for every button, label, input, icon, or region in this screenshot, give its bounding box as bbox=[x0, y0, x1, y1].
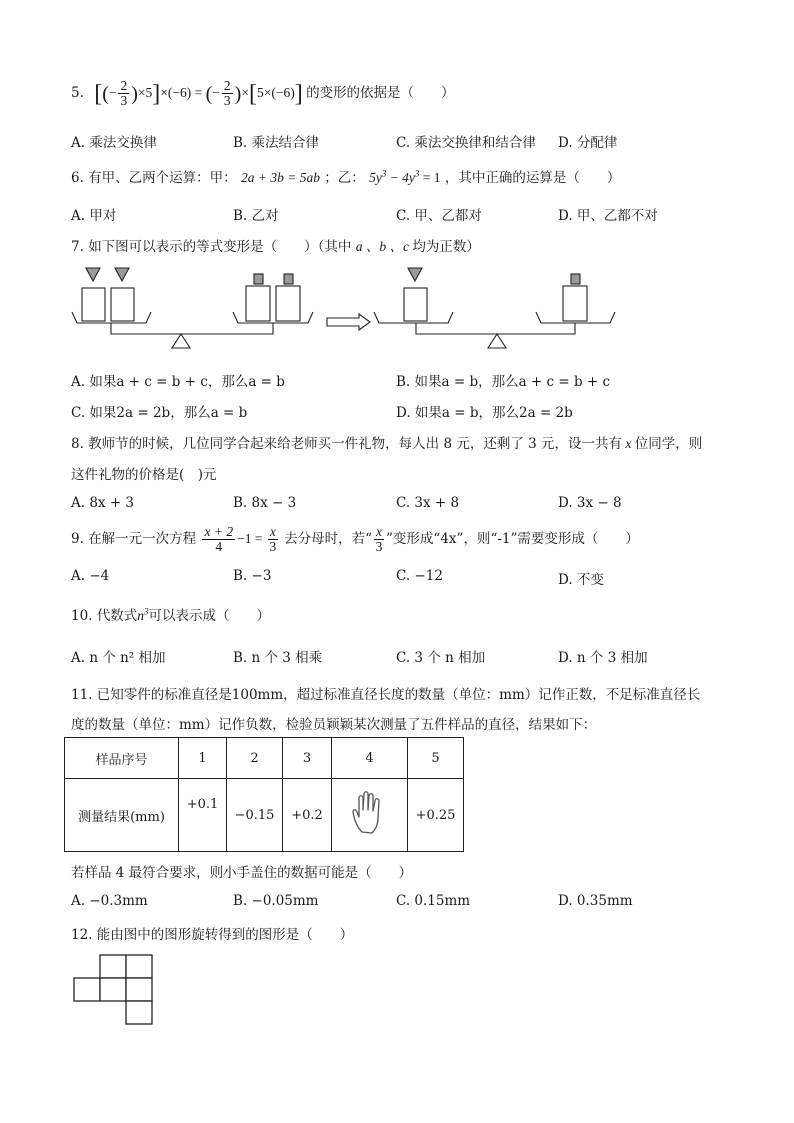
q9-fraction: $\frac{x}{3}$ bbox=[375, 524, 383, 555]
q11-option-d[interactable]: D. 0.35mm bbox=[558, 893, 633, 909]
q11-option-c[interactable]: C. 0.15mm bbox=[396, 893, 471, 909]
q6-stem bbox=[71, 166, 620, 186]
q6-option-c[interactable]: C. 甲、乙都对 bbox=[396, 208, 482, 224]
q6-option-b[interactable]: B. 乙对 bbox=[233, 208, 279, 224]
q11-option-b[interactable]: B. −0.05mm bbox=[233, 893, 319, 909]
q8-text1-tail: 位同学，则 bbox=[634, 436, 703, 452]
table-cell-value: +0.1 bbox=[179, 779, 227, 852]
q5-stem bbox=[71, 76, 455, 110]
q12-text: 能由图中的图形旋转得到的图形是（ ） bbox=[96, 927, 354, 943]
q7-number: 7. bbox=[71, 239, 84, 255]
q7-option-a[interactable]: A. 如果a + c = b + c，那么a = b bbox=[71, 374, 285, 390]
q11-results-table bbox=[64, 737, 464, 852]
q7-option-d[interactable]: D. 如果a = b，那么2a = 2b bbox=[396, 405, 573, 421]
table-cell-id: 5 bbox=[408, 738, 464, 779]
q7-option-b[interactable]: B. 如果a = b，那么a + c = b + c bbox=[396, 374, 611, 390]
q11-line2: 度的数量（单位：mm）记作负数，检验员颖颖某次测量了五件样品的直径，结果如下： bbox=[71, 717, 597, 733]
table-cell-id: 2 bbox=[227, 738, 283, 779]
table-cell-value: +0.2 bbox=[283, 779, 332, 852]
q12-stem bbox=[71, 923, 353, 943]
table-cell-id: 3 bbox=[283, 738, 332, 779]
q5-option-d[interactable]: D. 分配律 bbox=[558, 135, 618, 151]
table-cell-hidden bbox=[332, 779, 408, 852]
q5-number: 5. bbox=[71, 85, 84, 101]
q6-suffix: ，其中正确的运算是（ ） bbox=[444, 170, 621, 186]
q9-mid: 去分母时，若“ bbox=[284, 531, 373, 547]
q11-question: 若样品 4 最符合要求，则小手盖住的数据可能是（ ） bbox=[71, 865, 413, 881]
q8-option-a[interactable]: A. 8x + 3 bbox=[71, 495, 135, 511]
triangle-weight-icon bbox=[86, 268, 100, 281]
q11-number: 11. bbox=[71, 687, 93, 703]
q9-option-a[interactable]: A. −4 bbox=[71, 568, 110, 584]
q7-balance-diagram-after bbox=[368, 262, 618, 358]
q7-stem-a: 如下图可以表示的等式变形是（ ）（其中 bbox=[88, 239, 352, 255]
q6-prefix: 有甲、乙两个运算：甲： bbox=[88, 170, 237, 186]
table-header-label: 样品序号 bbox=[65, 738, 179, 779]
q11-line1 bbox=[71, 683, 700, 703]
table-row bbox=[65, 738, 464, 779]
q10-option-a[interactable]: A. n 个 n² 相加 bbox=[71, 650, 166, 666]
q8-line2: 这件礼物的价格是( )元 bbox=[71, 467, 217, 483]
hand-icon bbox=[350, 788, 390, 838]
q9-mid2: ”变形成“4x”，则“-1”需要变形成（ ） bbox=[386, 531, 639, 547]
q7-variables: a 、b 、c bbox=[355, 239, 413, 254]
q5-expression: [(− $\frac{2}{3}$ )×5]×(−6) = (− $\frac{2}{3}$ )×[5×(−6)] bbox=[94, 78, 303, 109]
q9-equation: $\frac{x + 2}{4}$ −1 = $\frac{x}{3}$ bbox=[204, 524, 277, 555]
q8-var-x: x bbox=[622, 436, 635, 451]
q8-text1: 教师节的时候，几位同学合起来给老师买一件礼物，每人出 8 元，还剩了 3 元，设一共有 bbox=[88, 436, 623, 452]
q8-option-b[interactable]: B. 8x − 3 bbox=[233, 495, 297, 511]
q6-number: 6. bbox=[71, 170, 84, 186]
q11-text1: 已知零件的标准直径是100mm，超过标准直径长度的数量（单位：mm）记作正数，不足标准直径长 bbox=[96, 687, 701, 703]
q9-option-c[interactable]: C. −12 bbox=[396, 568, 443, 584]
q9-option-b[interactable]: B. −3 bbox=[233, 568, 272, 584]
q10-stem bbox=[71, 604, 270, 624]
q7-option-c[interactable]: C. 如果2a = 2b，那么a = b bbox=[71, 405, 248, 421]
q10-option-d[interactable]: D. n 个 3 相加 bbox=[558, 650, 648, 666]
q8-option-d[interactable]: D. 3x − 8 bbox=[558, 495, 622, 511]
q8-number: 8. bbox=[71, 436, 84, 452]
triangle-weight-icon bbox=[408, 268, 422, 281]
table-cell-id: 1 bbox=[179, 738, 227, 779]
triangle-weight-icon bbox=[115, 268, 129, 281]
q6-option-d[interactable]: D. 甲、乙都不对 bbox=[558, 208, 658, 224]
q12-number: 12. bbox=[71, 927, 93, 943]
q6-expr-jia: 2a + 3b = 5ab bbox=[240, 170, 320, 185]
q5-stem-tail: 的变形的依据是（ ） bbox=[306, 85, 455, 101]
table-cell-value: +0.25 bbox=[408, 779, 464, 852]
q7-stem bbox=[71, 235, 480, 255]
q11-option-a[interactable]: A. −0.3mm bbox=[71, 893, 148, 909]
q9-stem bbox=[71, 521, 639, 557]
q10-expression: $n^3$ bbox=[137, 606, 149, 623]
q8-option-c[interactable]: C. 3x + 8 bbox=[396, 495, 460, 511]
table-cell-id: 4 bbox=[332, 738, 408, 779]
q9-prefix: 在解一元一次方程 bbox=[88, 531, 197, 547]
table-cell-value: −0.15 bbox=[227, 779, 283, 852]
q7-stem-b: 均为正数） bbox=[412, 239, 480, 255]
q10-option-c[interactable]: C. 3 个 n 相加 bbox=[396, 650, 486, 666]
q8-line1 bbox=[71, 432, 702, 452]
table-row bbox=[65, 779, 464, 852]
q5-option-c[interactable]: C. 乘法交换律和结合律 bbox=[396, 135, 536, 151]
q12-grid-figure bbox=[73, 954, 159, 1026]
table-row-label: 测量结果(mm) bbox=[65, 779, 179, 852]
q6-option-a[interactable]: A. 甲对 bbox=[71, 208, 117, 224]
q10-number: 10. bbox=[71, 608, 93, 624]
q9-option-d[interactable]: D. 不变 bbox=[558, 572, 604, 588]
q10-text: 代数式 bbox=[96, 608, 138, 624]
q5-option-b[interactable]: B. 乘法结合律 bbox=[233, 135, 320, 151]
q10-text-tail: 可以表示成（ ） bbox=[148, 608, 271, 624]
q6-expr-yi: $5y^3 - 4y^3 = 1$ bbox=[369, 168, 441, 185]
q10-option-b[interactable]: B. n 个 3 相乘 bbox=[233, 650, 323, 666]
q5-option-a[interactable]: A. 乘法交换律 bbox=[71, 135, 157, 151]
q9-number: 9. bbox=[71, 531, 84, 547]
q6-mid: ；乙： bbox=[324, 170, 365, 186]
